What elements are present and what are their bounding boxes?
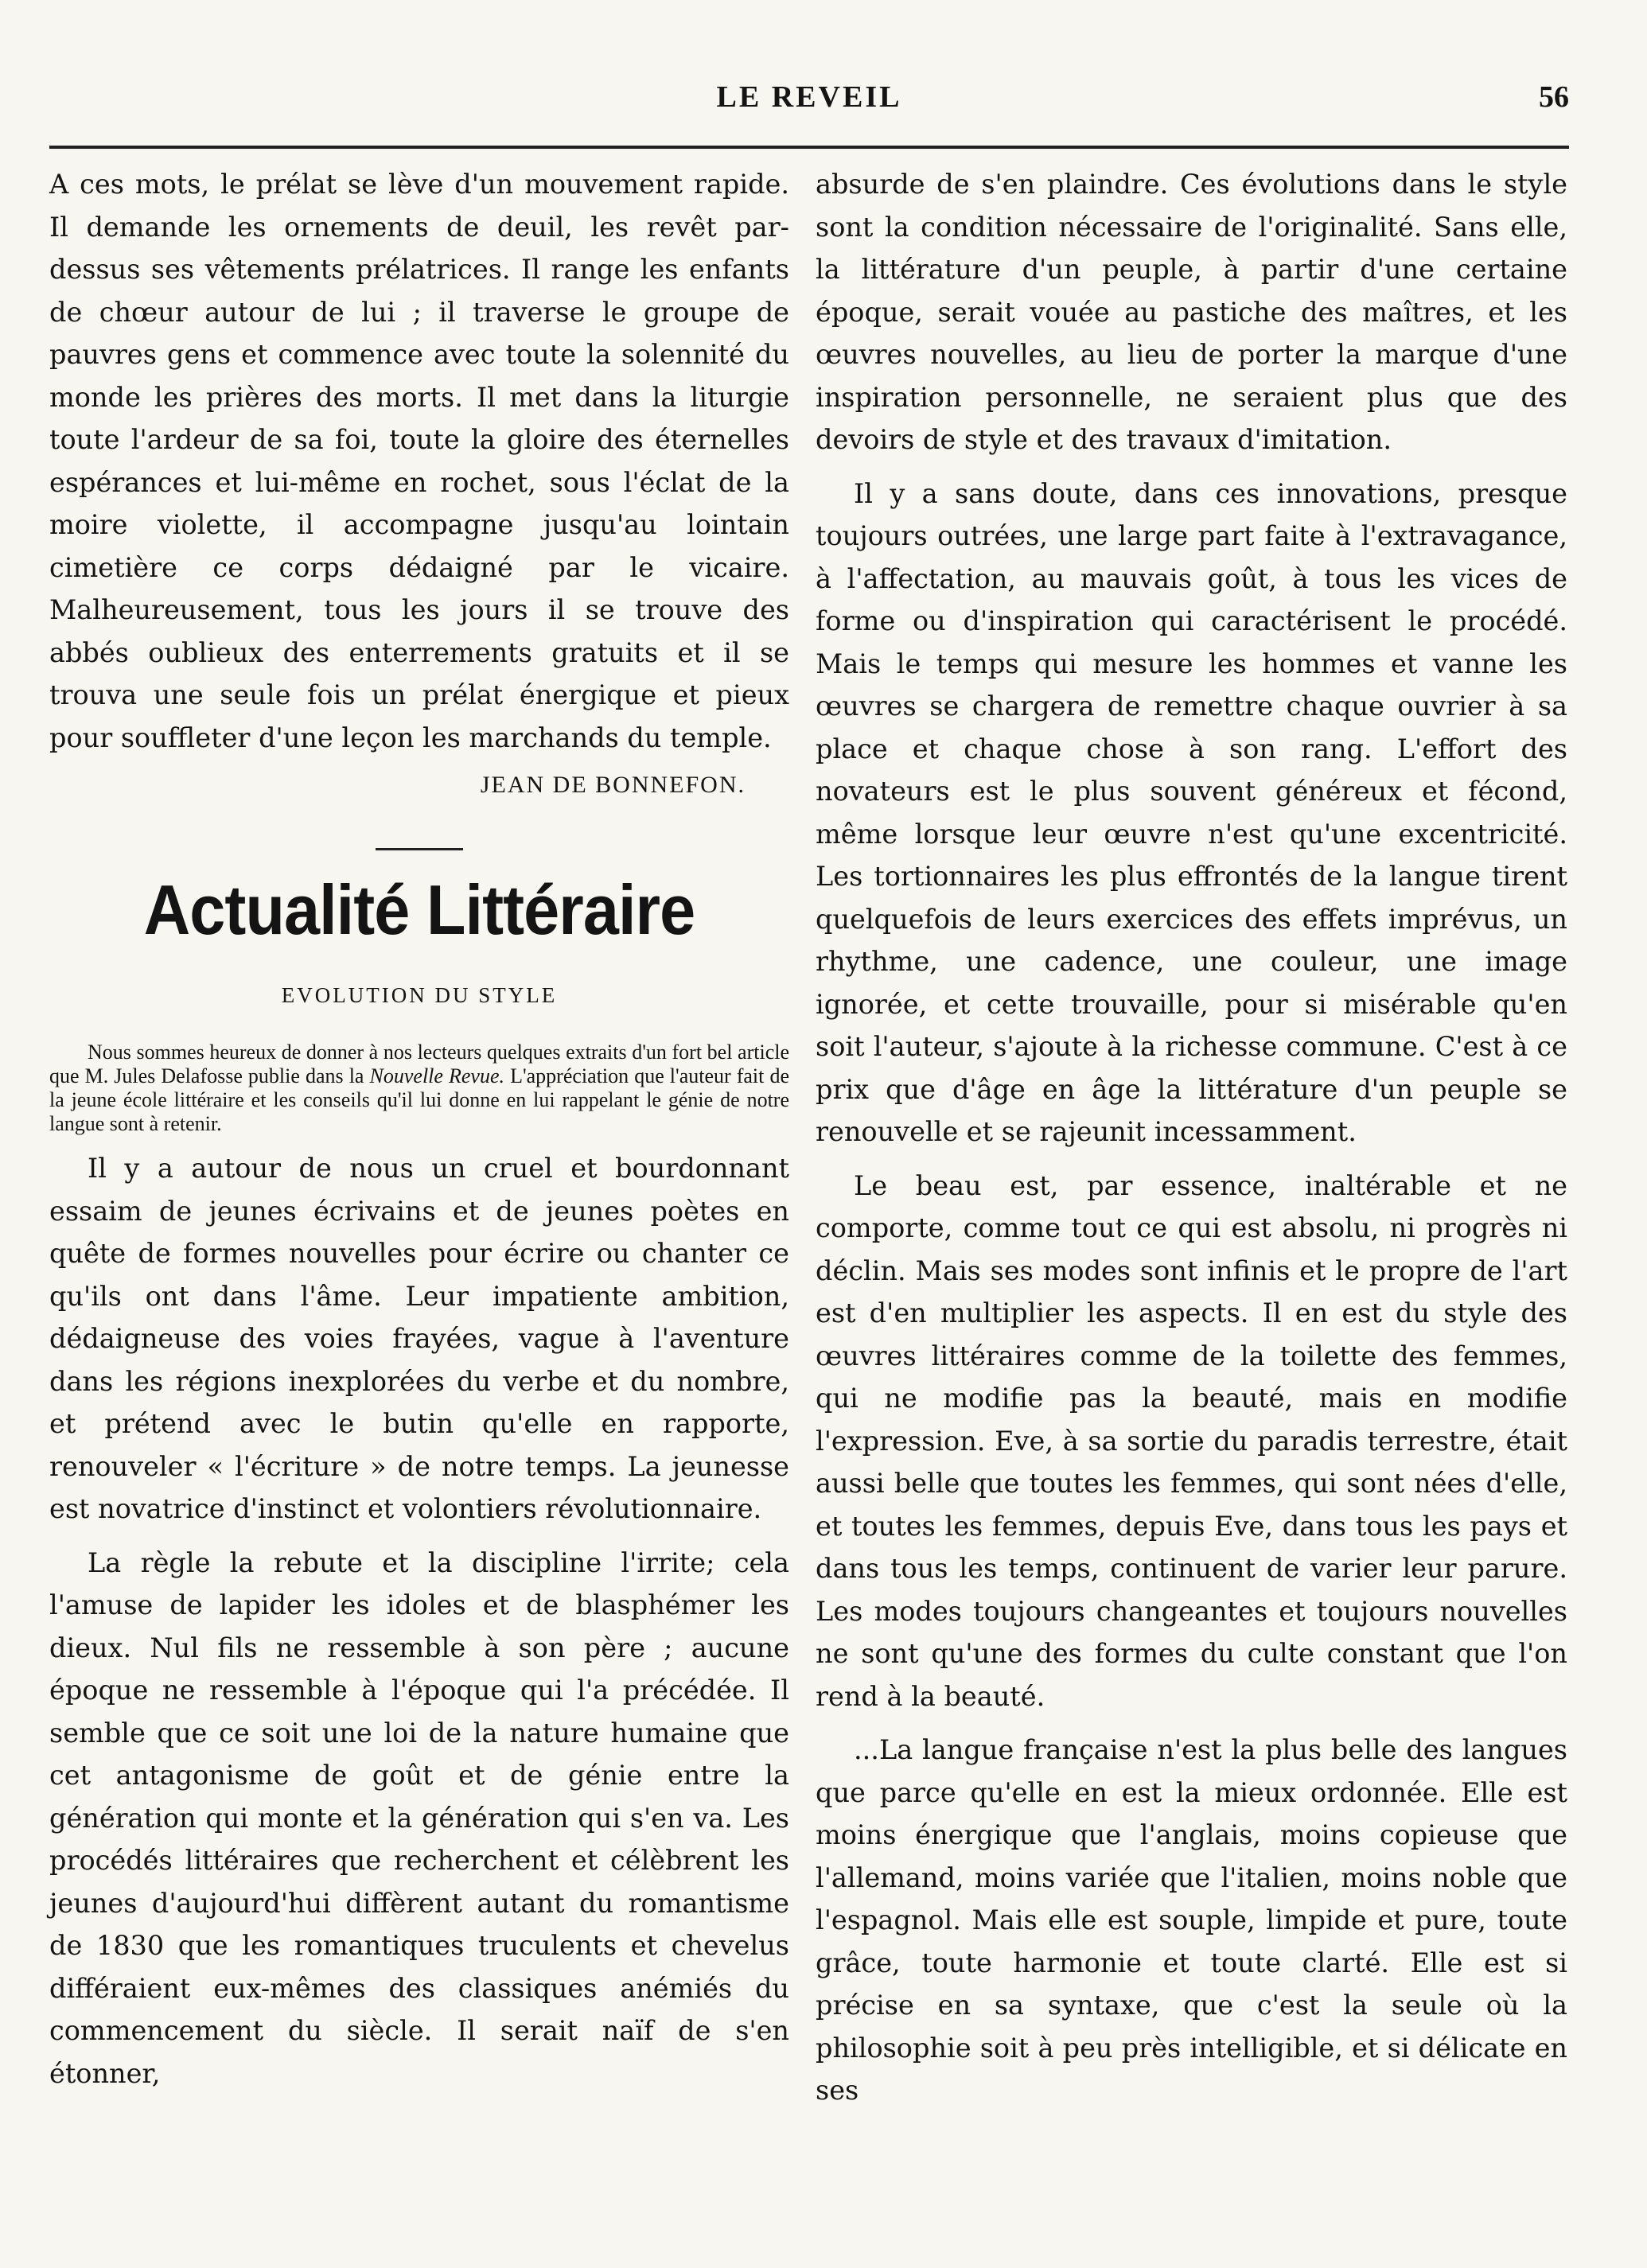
journal-title: Nouvelle Revue. [369, 1064, 505, 1087]
right-paragraph-3: Le beau est, par essence, inaltérable et ne comporte, comme tout ce qui est absolu, ni progrès ni déclin. Mais ses modes sont infinis et le propre de l'art est d'en multiplier les aspects. Il en est du style des œuvres littéraires comme de la toilette des femmes, qui ne modifie pas la beauté, mais en modifie l'expression. Eve, à sa sortie du paradis terrestre, était aussi belle que toutes les femmes, qui sont nées d'elle, et toutes les femmes, depuis Eve, dans tous les pays et dans tous les temps, continuent de varier leur parure. Les modes toujours changeantes et toujours nouvelles ne sont qu'une des formes du culte constant que l'on rend à la beauté. [816, 1169, 1567, 1712]
left-paragraph-1: A ces mots, le prélat se lève d'un mouvement rapide. Il demande les ornements de deuil, les revêt par-dessus ses vêtements prélatrices. Il range les enfants de chœur autour de lui ; il traverse le groupe de pauvres gens et commence avec toute la solennité du monde les prières des morts. Il met dans la liturgie toute l'ardeur de sa foi, toute la gloire des éternelles espérances et lui-même en rochet, sous l'éclat de la moire violette, il accompagne jusqu'au lointain cimetière ce corps dédaigné par le vicaire. Malheureusement, tous les jours il se trouve des abbés oublieux des enterrements gratuits et il se trouva une seule fois un prélat énergique et pieux pour souffleter d'une leçon les marchands du temple. [49, 169, 789, 753]
intro-text-end: L'appréciation que l'auteur fait de la jeune école littéraire et les conseils qu'il lui donne en lui rappelant le génie de notre langue sont à retenir. [49, 1064, 789, 1135]
author-signature: JEAN DE BONNEFON. [480, 772, 746, 798]
page-header [49, 80, 1569, 127]
right-paragraph-2: Il y a sans doute, dans ces innovations, presque toujours outrées, une large part faite à l'extravagance, à l'affectation, au mauvais goût, à tous les vices de forme ou d'inspiration qui caractérisent le procédé. Mais le temps qui mesure les hommes et vanne les œuvres se chargera de remettre chaque ouvrier à sa place et chaque chose à son rang. L'effort des novateurs est le plus souvent généreux et fécond, même lorsque leur œuvre n'est qu'une excentricité. Les tortionnaires les plus effrontés de la langue tirent quelquefois de leurs exercices des effets imprévus, un rhythme, une cadence, une couleur, une image ignorée, et cette trouvaille, pour si misérable qu'en soit l'auteur, s'ajoute à la richesse commune. C'est à ce prix que d'âge en âge la littérature d'un peuple se renouvelle et se rajeunit incessamment. [816, 477, 1567, 1147]
editorial-intro [49, 1041, 789, 1136]
right-paragraph-1: absurde de s'en plaindre. Ces évolutions dans le style sont la condition nécessaire de l'originalité. Sans elle, la littérature d'un peuple, à partir d'une certaine époque, serait vouée au pastiche des maîtres, et les œuvres nouvelles, au lieu de porter la marque d'une inspiration personnelle, ne seraient plus que des devoirs de style et des travaux d'imitation. [816, 169, 1567, 455]
intro-text-start: Nous sommes heureux de donner à nos lecteurs quelques extraits d'un fort bel article que M. Jules Delafosse publie dans la [49, 1041, 789, 1087]
left-paragraph-2: Il y a autour de nous un cruel et bourdonnant essaim de jeunes écrivains et de jeunes poètes en quête de formes nouvelles pour écrire ou chanter ce qu'ils ont dans l'âme. Leur impatiente ambition, dédaigneuse des voies frayées, vague à l'aventure dans les régions inexplorées du verbe et du nombre, et prétend avec le butin qu'elle en rapporte, renouveler « l'écriture » de notre temps. La jeunesse est novatrice d'instinct et volontiers révolutionnaire. [49, 1153, 789, 1524]
right-column [816, 163, 1567, 2123]
page-number: 56 [1539, 80, 1569, 114]
article-subtitle: EVOLUTION DU STYLE [281, 982, 558, 1007]
left-column [49, 163, 789, 2106]
section-divider [376, 848, 463, 850]
right-paragraph-4: ...La langue française n'est la plus belle des langues que parce qu'elle en est la mieux ordonnée. Elle est moins énergique que l'anglais, moins copieuse que l'allemand, moins variée que l'italien, moins noble que l'espagnol. Mais elle est souple, limpide et pure, toute grâce, toute harmonie et toute clarté. Elle est si précise en sa syntaxe, que c'est la seule où la philosophie soit à peu près intelligible, et si délicate en ses [816, 1734, 1567, 2106]
header-rule [49, 146, 1569, 149]
section-title: Actualité Littéraire [143, 869, 695, 949]
running-title: LE REVEIL [716, 80, 902, 114]
left-paragraph-3: La règle la rebute et la discipline l'irrite; cela l'amuse de lapider les idoles et de blasphémer les dieux. Nul fils ne ressemble à son père ; aucune époque ne ressemble à l'époque qui l'a précédée. Il semble que ce soit une loi de la nature humaine que cet antagonisme de goût et de génie entre la génération qui monte et la génération qui s'en va. Les procédés littéraires que recherchent et célèbrent les jeunes d'aujourd'hui diffèrent autant du romantisme de 1830 que les romantiques truculents et chevelus différaient eux-mêmes des classiques anémiés du commencement du siècle. Il serait naïf de s'en étonner, [49, 1546, 789, 2089]
